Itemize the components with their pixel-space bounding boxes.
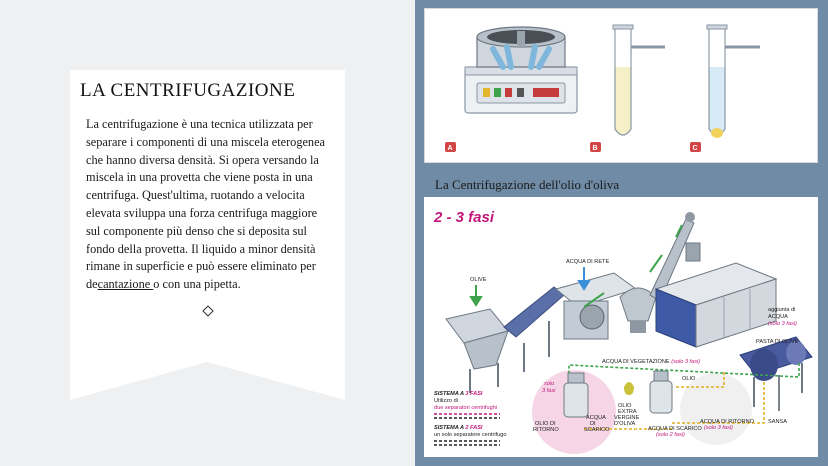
label-acqua-scarico-1: ACQUA	[586, 415, 606, 421]
decanter	[740, 337, 812, 407]
label-b: B	[592, 145, 598, 152]
separator-2-phase	[650, 371, 672, 413]
text-cursor-diamond-icon	[202, 305, 214, 317]
body-text-end: o con una pipetta.	[153, 277, 241, 292]
label-olio: OLIO	[682, 376, 696, 382]
olive-hopper	[446, 309, 508, 393]
label-olio-ritorno-2: RITORNO	[533, 427, 559, 433]
legend-sys3: SISTEMA A 3 FASI	[434, 391, 483, 397]
label-acqua-scarico-b-note: (solo 2 fasi)	[656, 432, 685, 438]
label-acqua-scarico-2: DI	[590, 421, 596, 427]
slide-title: LA CENTRIFUGAZIONE	[80, 80, 296, 101]
slide-body-text	[86, 116, 332, 294]
label-olio-extra-4: D'OLIVA	[614, 421, 636, 427]
label-aggiunta: aggiunta di	[768, 307, 796, 313]
system2-zone	[680, 373, 752, 445]
separator-3-phase	[564, 373, 588, 417]
legend-sys3-line2: Utilizzo di	[434, 398, 458, 404]
diagram-title: 2 - 3 fasi	[434, 209, 495, 226]
label-aggiunta-acqua: ACQUA	[768, 314, 788, 320]
label-olio-extra-2: EXTRA	[618, 409, 637, 415]
legend-sys2: SISTEMA A 2 FASI	[434, 425, 483, 431]
figure-caption: La Centrifugazione dell'olio d'oliva	[435, 177, 620, 192]
label-solo: solo	[544, 381, 555, 387]
centrifuge-figure	[424, 8, 818, 163]
centrifuge-illustration	[425, 9, 819, 164]
label-pasta-olive: PASTA DI OLIVE	[756, 339, 799, 345]
label-sansa: SANSA	[768, 419, 787, 425]
label-olio-extra-3: VERGINE	[614, 415, 640, 421]
olive-oil-plant-diagram	[424, 197, 818, 457]
label-a: A	[447, 145, 453, 152]
olive-oil-plant-figure	[424, 197, 818, 457]
olive-conveyor	[504, 287, 564, 372]
label-c: C	[692, 145, 698, 152]
label-olio-extra-1: OLIO	[618, 403, 632, 409]
label-acqua-scarico-3: SCARICO	[584, 427, 610, 433]
label-acqua-ritorno: ACQUA DI RITORNO	[700, 419, 754, 425]
body-text-underlined: cantazione	[97, 277, 154, 292]
label-acqua-rete: ACQUA DI RETE	[566, 259, 610, 265]
label-olive: OLIVE	[470, 277, 487, 283]
legend-sys3-line3: due separatori centrifughi	[434, 405, 498, 411]
label-acqua-vegetazione: ACQUA DI VEGETAZIONE (solo 3 fasi)	[602, 359, 701, 365]
label-acqua-ritorno-note: (solo 3 fasi)	[704, 425, 733, 431]
diagram-legend	[434, 391, 506, 445]
label-aggiunta-note: (solo 3 fasi)	[768, 321, 797, 327]
body-text-main: La centrifugazione è una tecnica utilizzata per separare i componenti di una miscela eterogenea che hanno diversa densità. Si opera versando la miscela in una provetta che viene posta in una centrifuga. Quest'ultima, ruotando a velocita elevata sviluppa una forza centrifuga maggiore sul componente più denso che si deposita sul fondo della provetta. Il liquido a minor densità rimane in superficie e può essere eliminato per de	[86, 117, 325, 292]
label-3-fasi: 3 fasi	[542, 388, 556, 394]
olive-oil-drop-icon	[624, 382, 634, 395]
test-tube-c	[707, 25, 760, 138]
label-olio-ritorno-1: OLIO DI	[535, 421, 556, 427]
legend-sys2-line2: un solo separatore centrifugo	[434, 432, 507, 438]
centrifuge-machine	[465, 27, 577, 113]
malaxer	[656, 263, 776, 347]
text-card	[70, 70, 345, 400]
label-acqua-scarico-b: ACQUA DI SCARICO	[648, 426, 702, 432]
test-tube-b	[613, 25, 665, 135]
